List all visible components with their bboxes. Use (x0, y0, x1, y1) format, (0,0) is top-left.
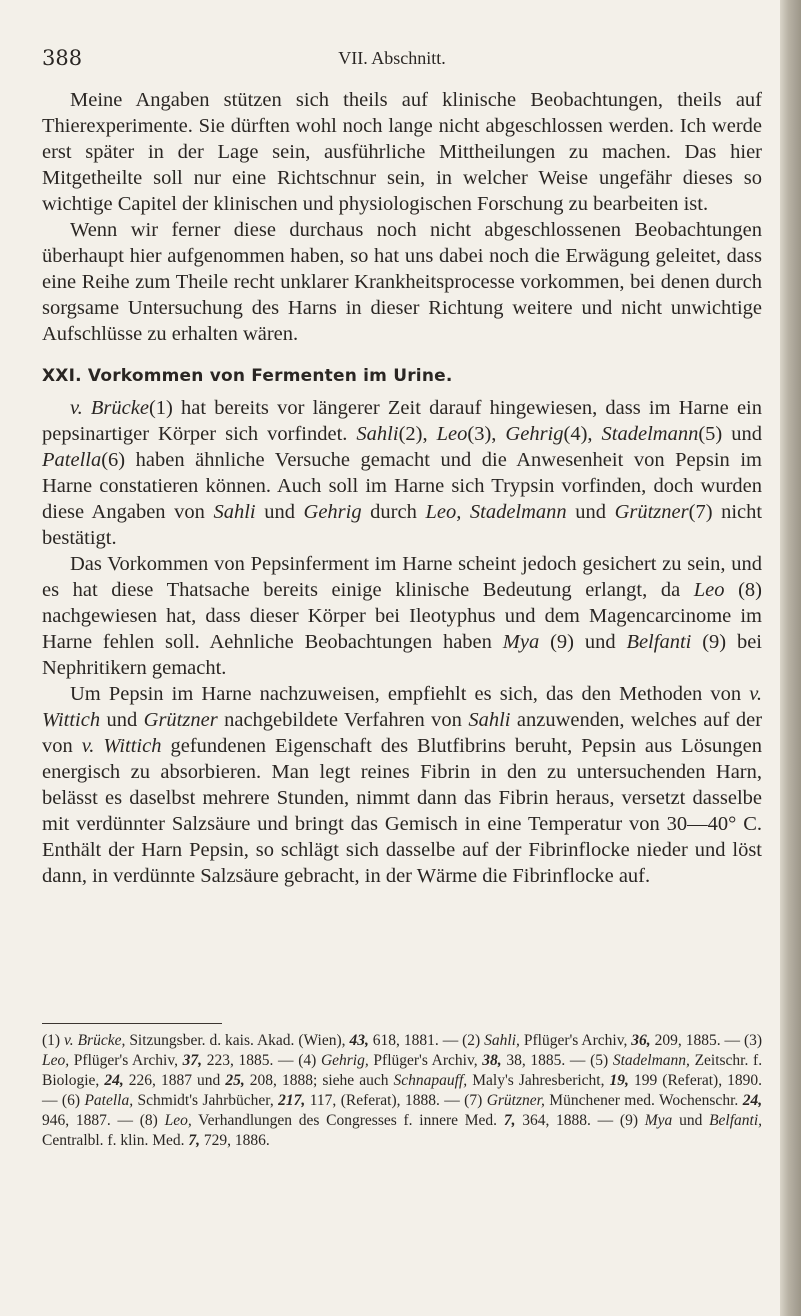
author-name: Gehrig (505, 423, 564, 445)
author-name: Grützner (614, 501, 689, 523)
paragraph: Das Vorkommen von Pepsinferment im Harne scheint jedoch gesichert zu sein, und es hat diese Thatsache bereits einige klinische Bedeutung erlangt, da Leo (8) nachgewiesen hat, dass dieser Körper bei Ileotyphus und dem Magencarcinome im Harne fehlen soll. Aehnliche Beobachtungen haben Mya (9) und Belfanti (9) bei Nephritikern gemacht. (42, 553, 763, 679)
author-name: Stadelmann (601, 423, 699, 445)
author-name: Mya (502, 631, 540, 653)
paragraph: Meine Angaben stützen sich theils auf klinische Beobachtungen, theils auf Thierexperimente. Sie dürften wohl noch lange nicht abgeschlossen werden. Ich werde erst später in der Lage sein, ausführliche Mittheilungen zu machen. Das hier Mitgetheilte soll nur eine Richtschnur sein, in welcher Weise ungefähr dieses so wichtige Capitel der klinischen und physiologischen Forschung zu bearbeiten ist. (42, 89, 762, 215)
paragraph: Wenn wir ferner diese durchaus noch nicht abgeschlossenen Beobachtungen überhaupt hier aufgenommen haben, so hat uns dabei noch die Erwägung geleitet, dass eine Reihe zum Theile recht unklarer Krankheitsprocesse vorkommen, bei denen durch sorgsame Untersuchung des Harns in dieser Richtung weitere und nicht unwichtige Aufschlüsse zu erhalten wären. (42, 219, 762, 345)
body-text (42, 87, 762, 889)
author-name: v. Wittich (81, 735, 162, 757)
author-name: Leo (436, 423, 468, 445)
author-name: Sahli (468, 709, 511, 731)
footnote-divider (42, 1023, 222, 1024)
footnotes: (1) v. Brücke, Sitzungsber. d. kais. Akad. (Wien), 43, 618, 1881. — (2) Sahli, Pflüger's Archiv, 36, 209, 1885. — (3) Leo, Pflüger's Archiv, 37, 223, 1885. — (4) Gehrig, Pflüger's Archiv, 38, 38, 1885. — (5) Stadelmann, Zeitschr. f. Biologie, 24, 226, 1887 und 25, 208, 1888; siehe auch Schnapauff, Maly's Jahresbericht, 19, 199 (Referat), 1890. — (6) Patella, Schmidt's Jahrbücher, 217, 117, (Referat), 1888. — (7) Grützner, Münchener med. Wochenschr. 24, 946, 1887. — (8) Leo, Verhandlungen des Congresses f. innere Med. 7, 364, 1888. — (9) Mya und Belfanti, Centralbl. f. klin. Med. 7, 729, 1886. (42, 1032, 763, 1149)
author-name: v. Wittich (42, 683, 762, 731)
author-name: v. Brücke (70, 397, 149, 419)
running-head: VII. Abschnitt. (338, 48, 446, 68)
author-name: Leo (693, 579, 725, 601)
author-name: Gehrig (303, 501, 362, 523)
paragraph: Um Pepsin im Harne nachzuweisen, empfiehlt es sich, das den Methoden von v. Wittich und Grützner nachgebildete Verfahren von Sahli anzuwenden, welches auf der von v. Wittich gefundenen Eigenschaft des Blutfibrins beruht, Pepsin aus Lösungen energisch zu absorbieren. Man legt reines Fibrin in den zu untersuchenden Harn, belässt es daselbst mehrere Stunden, nimmt dann das Fibrin heraus, versetzt dasselbe mit verdünnter Salzsäure und bringt das Gemisch in eine Temperatur von 30—40° C. Enthält der Harn Pepsin, so schlägt sich dasselbe auf der Fibrinflocke nieder und löst dann, in verdünnte Salzsäure gebracht, in der Wärme die Fibrinflocke auf. (42, 683, 763, 887)
author-name: Patella (42, 449, 102, 471)
author-name: Belfanti (626, 631, 692, 653)
page-edge (780, 0, 801, 1316)
section-heading: XXI. Vorkommen von Fermenten im Urine. (42, 366, 453, 386)
author-name: Sahli (356, 423, 399, 445)
paragraph: v. Brücke(1) hat bereits vor längerer Zeit darauf hingewiesen, dass im Harne ein pepsinartiger Körper sich vorfindet. Sahli(2), Leo(3), Gehrig(4), Stadelmann(5) und Patella(6) haben ähnliche Versuche gemacht und die Anwesenheit von Pepsin im Harne constatieren können. Auch soll im Harne sich Trypsin vorfinden, doch wurden diese Angaben von Sahli und Gehrig durch Leo, Stadelmann und Grützner(7) nicht bestätigt. (42, 397, 763, 549)
author-name: Grützner (143, 709, 218, 731)
page-header (42, 46, 742, 76)
author-name: Sahli (213, 501, 256, 523)
author-name: Leo, Stadelmann (425, 501, 567, 523)
page-number: 388 (42, 46, 83, 70)
